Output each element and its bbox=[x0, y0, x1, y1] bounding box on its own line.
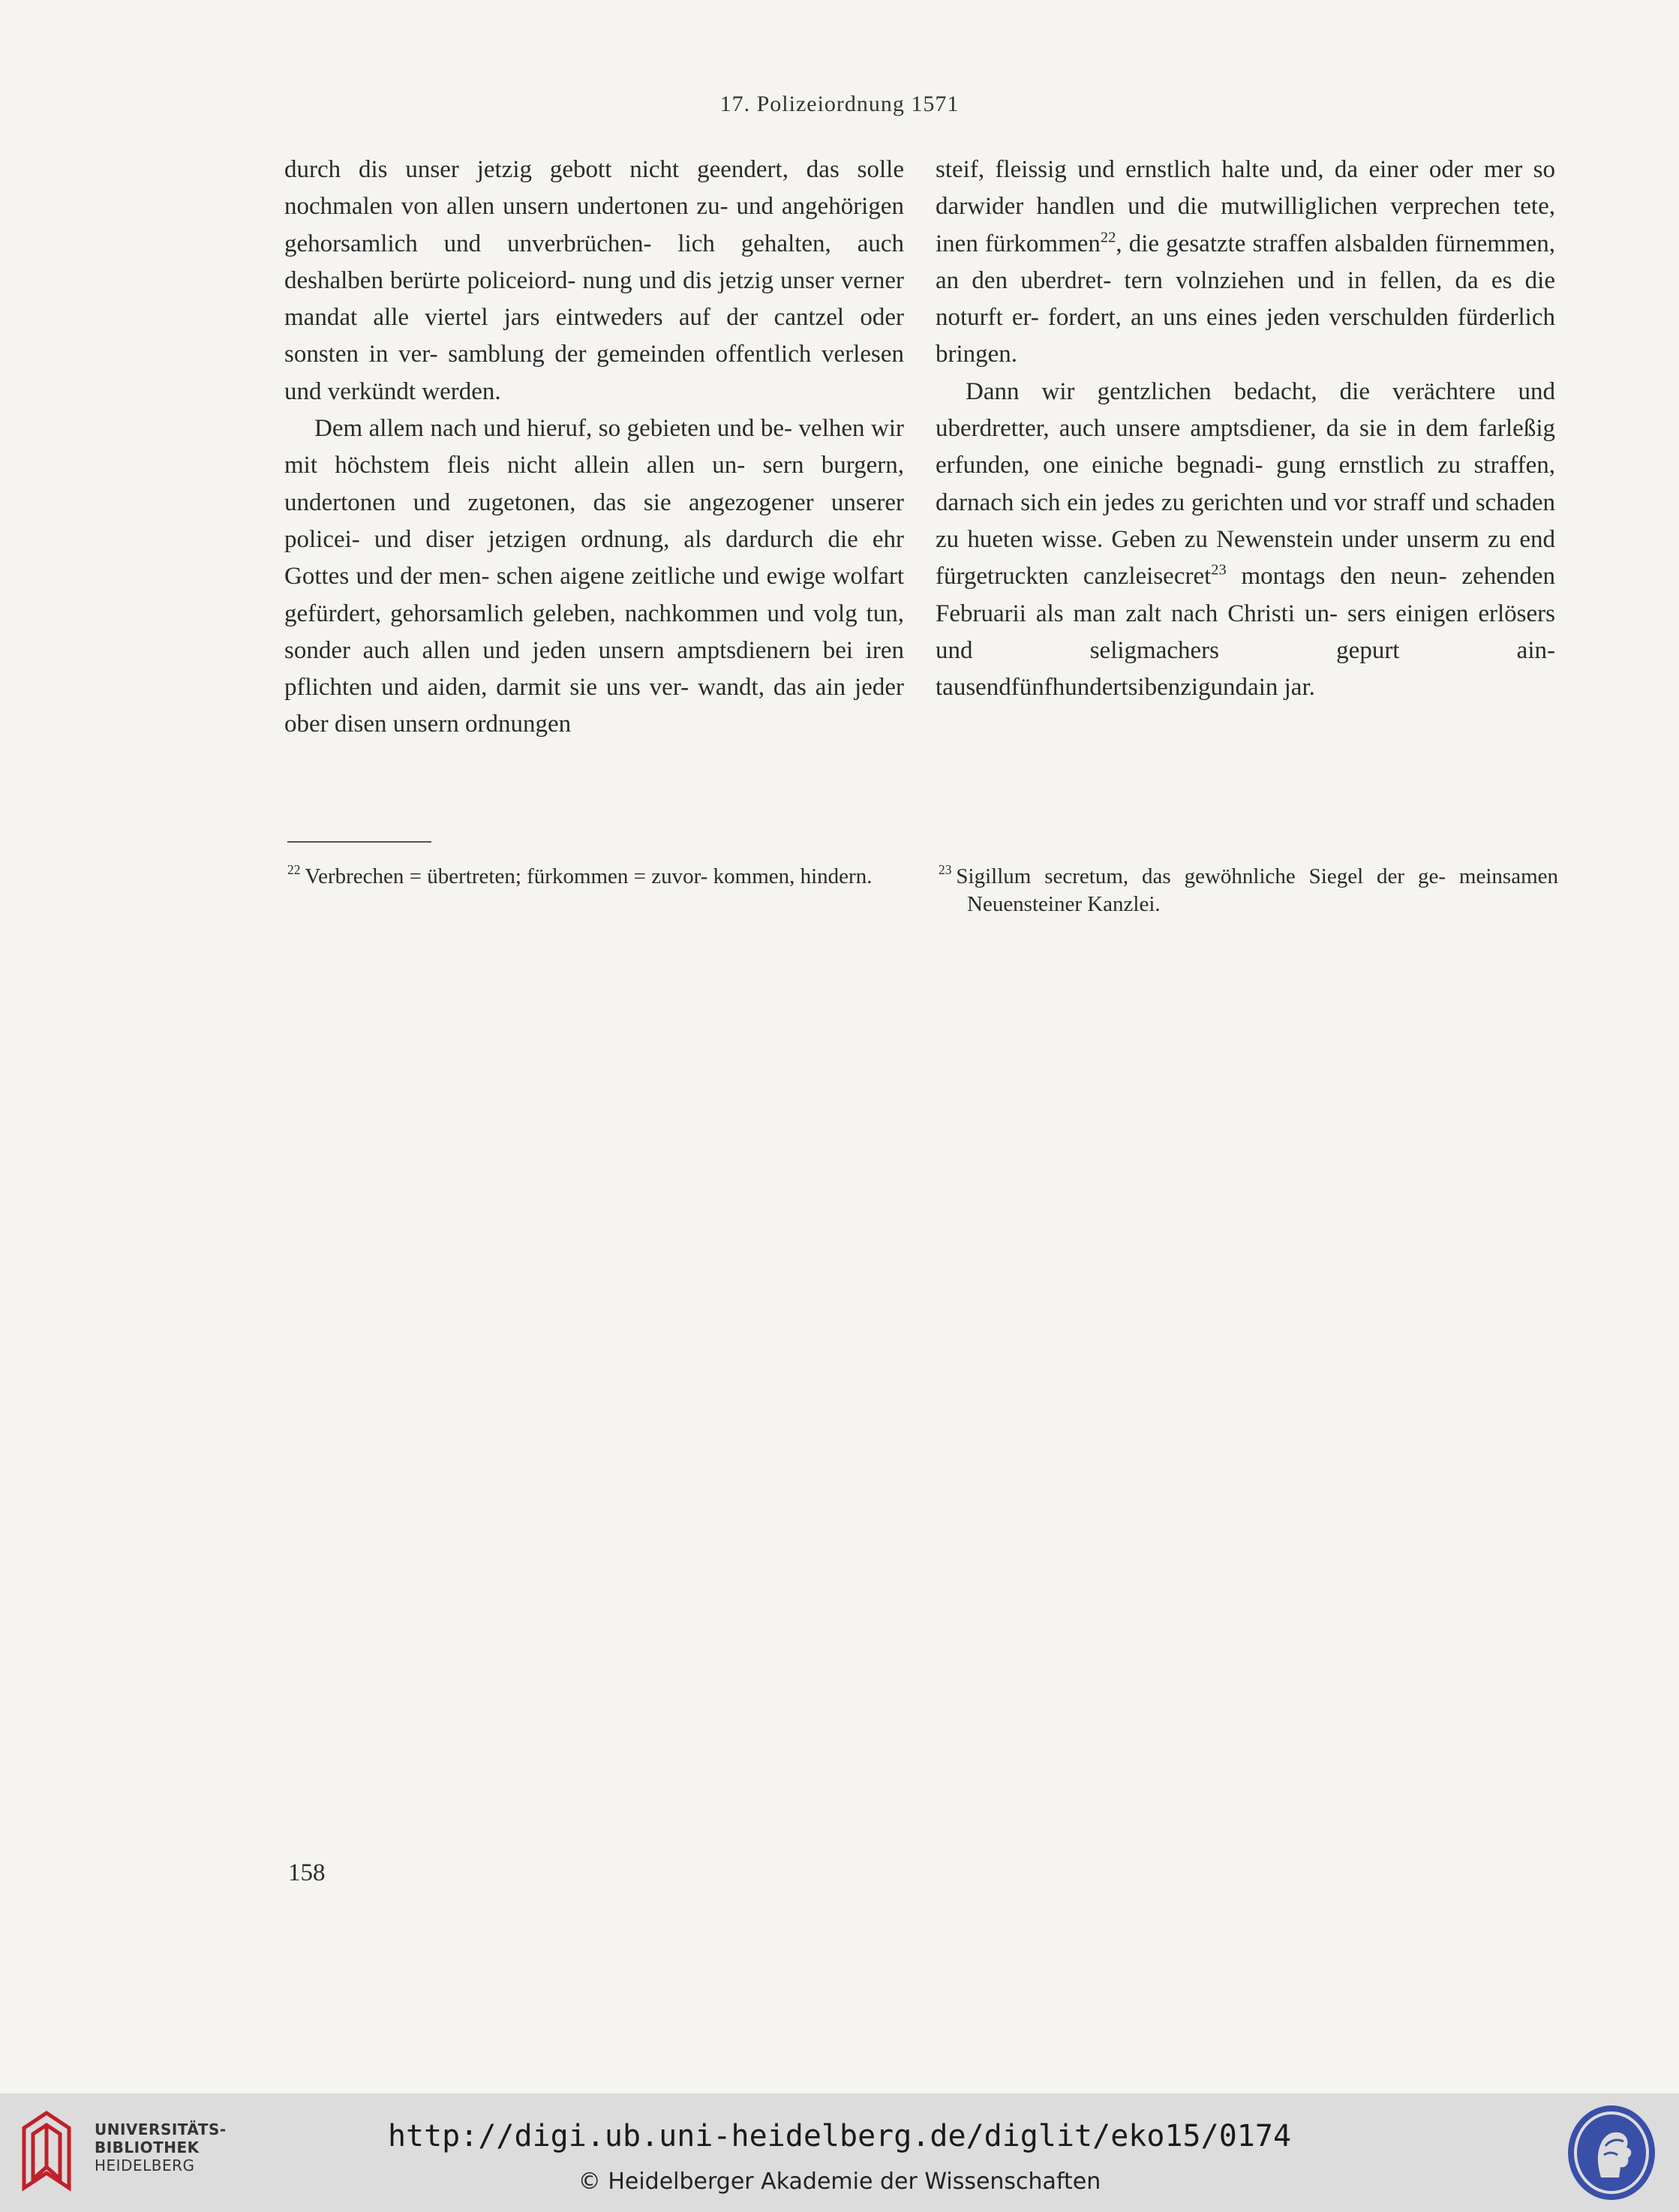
text-run: Dann wir gentzlichen bedacht, die verächtere und uberdretter, auch unsere amptsdiener, da sie in dem farleßig erfunden, one einiche begnadi- gung ernstlich zu straffen, darnach sich ein jedes zu gerichten und vor straff und schaden zu hueten wisse. Geben zu Newenstein under unserm zu end fürgetruckten canzleisecret bbox=[936, 377, 1555, 591]
paragraph bbox=[936, 152, 1555, 374]
right-column bbox=[936, 152, 1555, 706]
permalink-url[interactable]: http://digi.ub.uni-heidelberg.de/diglit/eko15/0174 bbox=[387, 2119, 1292, 2153]
library-name-line: BIBLIOTHEK bbox=[95, 2138, 200, 2156]
footnote-mark: 22 bbox=[287, 861, 301, 877]
running-head: 17. Polizeiordnung 1571 bbox=[719, 92, 960, 116]
footnote-ref[interactable]: 22 bbox=[1100, 228, 1116, 245]
footnote bbox=[287, 863, 907, 891]
text-run: montags den neun- zehenden Februarii als man zalt nach Christi un- sers einigen erlösers und seligmachers gepurt ain- tausendfünfhundertsibenzigundain jar. bbox=[936, 563, 1556, 702]
paragraph: durch dis unser jetzig gebott nicht geendert, das solle nochmalen von allen unsern undertonen zu- und angehörigen gehorsamlich und unverbrüchen- lich gehalten, auch deshalben berürte policeiord- nung und dis jetzig unser verner mandat alle viertel jars eintweders auf der cantzel oder sonsten in ver- samblung der gemeinden offentlich verlesen und verkündt werden. bbox=[284, 156, 904, 405]
paragraph: Dem allem nach und hieruf, so gebieten und be- velhen wir mit höchstem fleis nicht allein allen un- sern burgern, undertonen und zugetonen, das sie angezogener unserer policei- und diser jetzigen ordnung, als dardurch die ehr Gottes und der men- schen aigene zeitliche und ewige wolfart gefürdert, gehorsamlich geleben, nachkommen und volg tun, sonder auch allen und jeden unsern amptsdienern bei iren pflichten und aiden, darmit sie uns ver- wandt, das ain jeder ober disen unsern ordnungen bbox=[284, 415, 904, 738]
footnote-ref[interactable]: 23 bbox=[1211, 561, 1227, 579]
footnote-text: Verbrechen = übertreten; fürkommen = zuvor- kommen, hindern. bbox=[305, 864, 873, 888]
page-number: 158 bbox=[288, 1859, 326, 1886]
footnote-text: Sigillum secretum, das gewöhnliche Siegel der ge- meinsamen Neuensteiner Kanzlei. bbox=[956, 864, 1558, 916]
paragraph bbox=[936, 374, 1555, 707]
viewer-footer bbox=[0, 2093, 1679, 2212]
library-name-line: HEIDELBERG bbox=[95, 2156, 195, 2174]
footnote bbox=[939, 863, 1558, 918]
text-run: steif, fleissig und ernstlich halte und, da einer oder mer so darwider handlen und die mutwilliglichen verprechen tete, inen fürkommen bbox=[936, 156, 1555, 257]
copyright-notice: © Heidelberger Akademie der Wissenschaften bbox=[578, 2168, 1101, 2195]
footnote-mark: 23 bbox=[939, 861, 952, 877]
academy-seal-icon[interactable] bbox=[1565, 2102, 1658, 2203]
library-name-line: UNIVERSITÄTS- bbox=[95, 2120, 227, 2138]
left-column bbox=[284, 152, 904, 744]
footnote-rule bbox=[287, 841, 431, 843]
text-run: , die gesatzte straffen alsbalden fürnemmen, an den uberdret- tern volnziehen und in fellen, da es die noturft er- fordert, an uns eines jeden verschulden fürderlich bringen. bbox=[936, 230, 1555, 368]
